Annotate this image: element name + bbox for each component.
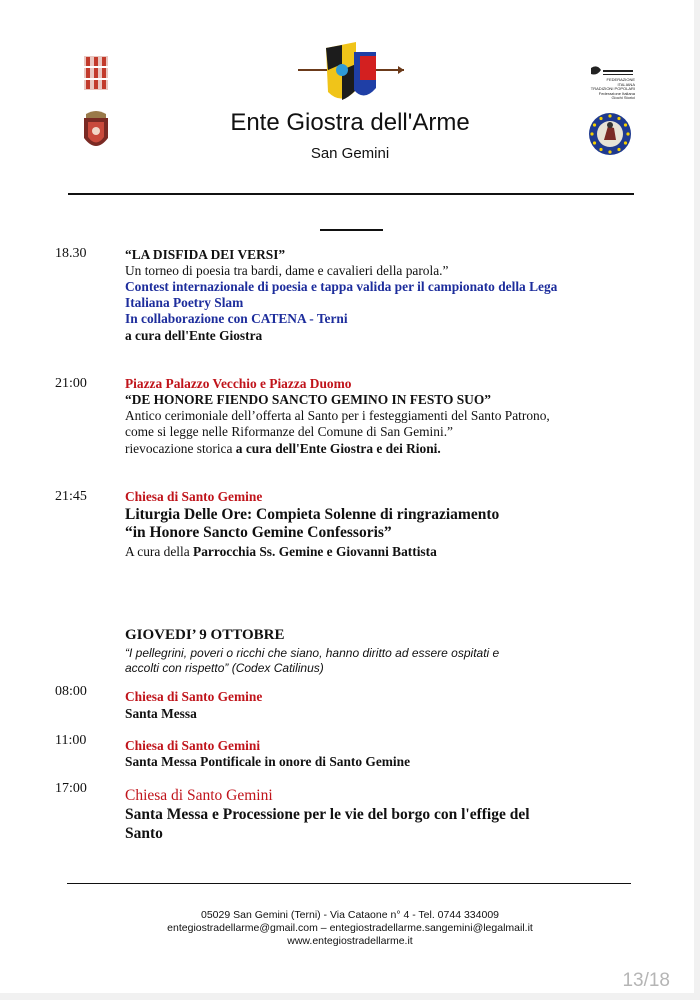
- event-title: Santa Messa: [125, 706, 197, 721]
- event-title: Liturgia Delle Ore: Compieta Solenne di ringraziamento: [125, 506, 500, 523]
- event-title: Santa Messa e Processione per le vie del borgo con l'effige del: [125, 806, 530, 823]
- day-quote: “I pellegrini, poveri o ricchi che siano, hanno diritto ad essere ospitati e: [125, 646, 500, 660]
- event-organizer: [125, 544, 437, 560]
- footer-emails: entegiostradellarme@gmail.com – entegiostradellarme.sangemini@legalmail.it: [167, 922, 533, 934]
- event-title: Santa Messa Pontificale in onore di Santo Gemine: [125, 754, 411, 769]
- event-organizer-prefix: A cura della: [125, 544, 194, 559]
- event-organizer-name: a cura dell'Ente Giostra e dei Rioni.: [235, 441, 441, 456]
- event-organizer-name: Parrocchia Ss. Gemine e Giovanni Battista: [193, 544, 437, 559]
- footer-website: www.entegiostradellarme.it: [287, 935, 413, 947]
- footer-divider: [67, 883, 631, 884]
- event-location: Chiesa di Santo Gemini: [125, 738, 261, 753]
- footer-address: 05029 San Gemini (Terni) - Via Cataone n° 4 - Tel. 0744 334009: [201, 909, 499, 921]
- event-description: Un torneo di poesia tra bardi, dame e cavalieri della parola.”: [125, 263, 449, 278]
- fitp-logo-line: TRADIZIONI POPOLARI: [590, 86, 635, 91]
- page-subtitle: San Gemini: [310, 145, 390, 162]
- event-time: 21:00: [55, 376, 87, 391]
- day-quote: accolti con rispetto” (Codex Catilinus): [125, 661, 324, 675]
- event-time: 18.30: [55, 246, 87, 261]
- european-historic-games-seal-logo: [588, 112, 632, 156]
- event-title: “LA DISFIDA DEI VERSI”: [125, 247, 286, 262]
- event-time: 21:45: [55, 489, 87, 504]
- event-organizer-prefix: rievocazione storica: [125, 441, 236, 456]
- event-time: 17:00: [55, 781, 87, 796]
- fitp-federation-logo: [589, 66, 635, 100]
- ente-giostra-emblem-logo: [298, 40, 404, 108]
- page-indicator: 13/18: [622, 970, 670, 991]
- event-description: Contest internazionale di poesia e tappa valida per il campionato della Lega: [125, 279, 558, 294]
- event-location: Chiesa di Santo Gemine: [125, 489, 263, 504]
- event-title: “DE HONORE FIENDO SANCTO GEMINO IN FESTO SUO”: [125, 392, 491, 407]
- event-description: come si legge nelle Riformanze del Comune di San Gemini.”: [125, 424, 453, 439]
- day-heading: GIOVEDI’ 9 OTTOBRE: [125, 627, 285, 643]
- event-description: Antico cerimoniale dell’offerta al Santo per i festeggiamenti del Santo Patrono,: [125, 408, 550, 423]
- event-collaboration: In collaborazione con CATENA - Terni: [125, 311, 348, 326]
- san-gemini-banner-logo: [82, 54, 110, 92]
- page-title: Ente Giostra dell'Arme: [230, 109, 470, 136]
- header-divider: [68, 193, 634, 195]
- fitp-logo-line: Giochi Storici: [611, 95, 635, 100]
- event-location: Piazza Palazzo Vecchio e Piazza Duomo: [125, 376, 352, 391]
- event-organizer: [125, 441, 441, 457]
- fitp-logo-line: FEDERAZIONE ITALIANA: [606, 77, 635, 87]
- event-title: Santo: [125, 825, 163, 842]
- event-time: 11:00: [55, 733, 87, 748]
- event-time: 08:00: [55, 684, 87, 699]
- event-organizer: a cura dell'Ente Giostra: [125, 328, 263, 343]
- event-title: “in Honore Sancto Gemine Confessoris”: [125, 524, 392, 541]
- event-location: Chiesa di Santo Gemini: [125, 787, 273, 804]
- event-location: Chiesa di Santo Gemine: [125, 689, 263, 704]
- fitp-logo-line: Federazione Italiana: [598, 90, 635, 96]
- header-short-divider: [320, 229, 383, 231]
- event-description: Italiana Poetry Slam: [125, 295, 244, 310]
